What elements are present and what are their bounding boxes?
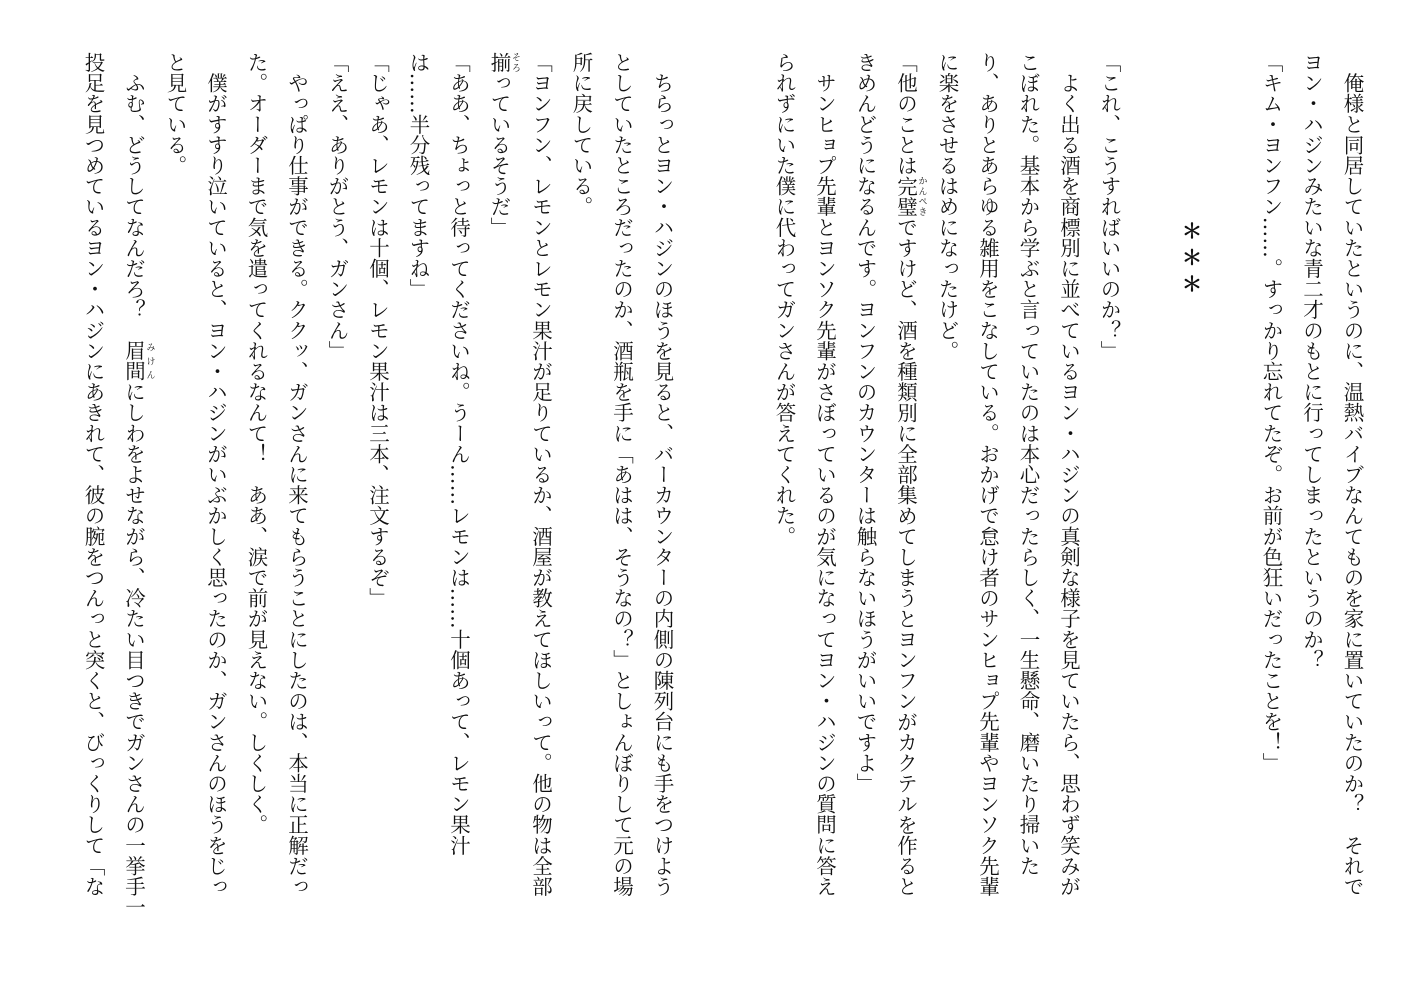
text-line: ちらっとヨン・ハジンのほうを見ると、バーカウンターの内側の陳列台にも手をつけよう [650,52,674,897]
text-line: 所に戻している。 [569,52,593,217]
line-segment: っているそうだ」 [487,72,511,238]
ruby-base: 完璧 [893,175,918,217]
text-line: としていたところだったのか、酒瓶を手に「あはは、そうなの？」としょんぼりして元の場 [609,52,634,897]
scene-break: ＊＊＊ [1178,220,1202,300]
text-line: きめんどうになるんです。ヨンフンのカウンターは触らないほうがいいですよ」 [853,52,877,794]
text-line: 「ええ、ありがとう、ガンさん」 [325,52,349,361]
text-line: 「ああ、ちょっと待ってくださいね。うーん……レモンは……十個あって、レモン果汁 [446,52,471,856]
ruby-reading: そろ [510,52,520,73]
text-line: 僕がすすり泣いていると、ヨン・ハジンがいぶかしく思ったのか、ガンさんのほうをじっ [203,52,228,897]
text-line: り、ありとあらゆる雑用をこなしている。おかげで怠け者のサンヒョプ先輩やヨンソク先輩 [975,52,1000,897]
left-page [76,52,682,982]
text-line: と見ている。 [163,52,187,176]
line-segment: ですけど、酒を種類別に全部集めてしまうとヨンフンがカクテルを作ると [893,216,918,897]
text-line: 投足を見つめているヨン・ハジンにあきれて、彼の腕をつんっと突くと、びっくりして「な [81,52,105,897]
text-line: られずにいた僕に代わってガンさんが答えてくれた。 [772,52,796,547]
ruby-word [121,340,155,382]
text-line: サンヒョプ先輩とヨンソク先輩がさぼっているのが気になってヨン・ハジンの質問に答え [812,52,837,897]
ruby-reading: かんぺき [916,175,927,217]
text-line: やっぱり仕事ができる。ククッ、ガンさんに来てもらうことにしたのは、本当に正解だっ [284,52,309,897]
line-segment: 「他のことは [893,52,918,176]
text-line: 「ヨンフン、レモンとレモン果汁が足りているか、酒屋が教えてほしいって。他の物は全部 [528,52,553,897]
text-line-with-ruby [479,52,521,982]
line-segment: にしわをよせながら、冷たい目つきでガンさんの一挙手一 [121,381,146,918]
right-page [732,52,1372,982]
text-line: 「じゃあ、レモンは十個、レモン果汁は三本、注文するぞ」 [365,52,390,609]
ruby-word [487,52,520,73]
blank-line [1210,52,1251,982]
text-line: 「これ、こうすればいいのか？」 [1097,52,1121,361]
blank-line [1129,52,1170,982]
text-line: ヨン・ハジンみたいな青二才のもとに行ってしまったというのか？ [1299,52,1324,670]
ruby-reading: みけん [144,340,155,382]
text-line: た。オーダーまで気を遣ってくれるなんて！ ああ、涙で前が見えない。しくしく。 [244,52,268,835]
ruby-base: 揃 [487,52,511,73]
text-line-with-ruby [113,52,155,982]
text-line: 「キム・ヨンフン……。すっかり忘れてたぞ。お前が色狂いだったことを！」 [1259,52,1283,773]
text-line: 俺様と同居していたというのに、温熱バイブなんてものを家に置いていたのか？ それで [1340,52,1364,897]
text-line: よく出る酒を商標別に並べているヨン・ハジンの真剣な様子を見ていたら、思わず笑みが [1056,52,1081,897]
text-line: は……半分残ってますね」 [406,52,430,300]
text-line: に楽をさせるはめになったけど。 [935,52,959,361]
text-line-with-ruby [885,52,927,982]
line-segment: ふむ、どうしてなんだろ？ [121,52,146,341]
ruby-base: 眉間 [121,340,146,382]
text-line: こぼれた。基本から学ぶと言っていたのは本心だったらしく、一生懸命、磨いたり掃いた [1016,52,1040,876]
ruby-word [893,175,927,217]
